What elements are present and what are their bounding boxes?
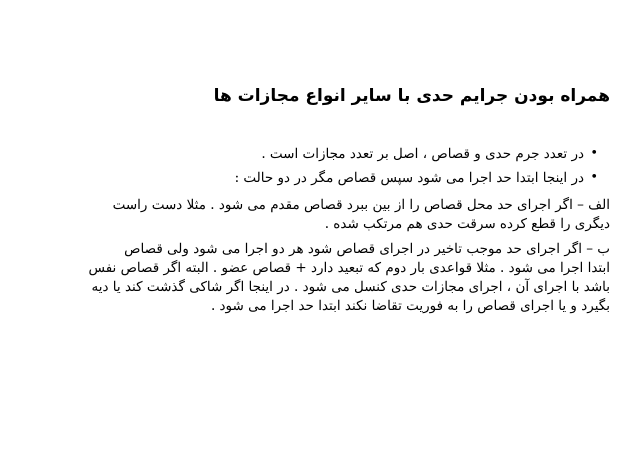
bullet-icon: • xyxy=(590,146,598,161)
paragraph-case-b xyxy=(55,240,610,316)
paragraph-line: دیگری را قطع کرده سرقت حدی هم مرتکب شده . xyxy=(324,216,610,232)
bullet-text: در تعدد جرم حدی و قصاص ، اصل بر تعدد مجازات است . xyxy=(261,146,584,162)
slide-title: همراه بودن جرایم حدی با سایر انواع مجازات ها xyxy=(213,86,610,106)
bullet-item xyxy=(58,168,598,188)
paragraph-line: بگیرد و یا اجرای قصاص را به فوریت تقاضا نکند ابتدا حد اجرا می شود . xyxy=(210,298,610,314)
paragraph-line: الف – اگر اجرای حد محل قصاص را از بین ببرد قصاص مقدم می شود . مثلا دست راست xyxy=(112,197,610,213)
bullet-text: در اینجا ابتدا حد اجرا می شود سپس قصاص مگر در دو حالت : xyxy=(234,170,584,186)
paragraph-case-a xyxy=(55,196,610,234)
bullet-item xyxy=(58,144,598,164)
paragraph-line: ابتدا اجرا می شود . مثلا قواعدی بار دوم که تبعید دارد + قصاص عضو . البته اگر قصاص نفس xyxy=(88,260,610,276)
bullet-list xyxy=(58,144,598,192)
paragraph-line: باشد با اجرای آن ، اجرای مجازات حدی کنسل می شود . در اینجا اگر شاکی گذشت کند یا دیه xyxy=(91,279,610,295)
paragraph-line: ب – اگر اجرای حد موجب تاخیر در اجرای قصاص شود هر دو اجرا می شود ولی قصاص xyxy=(124,241,610,257)
bullet-icon: • xyxy=(590,170,598,185)
